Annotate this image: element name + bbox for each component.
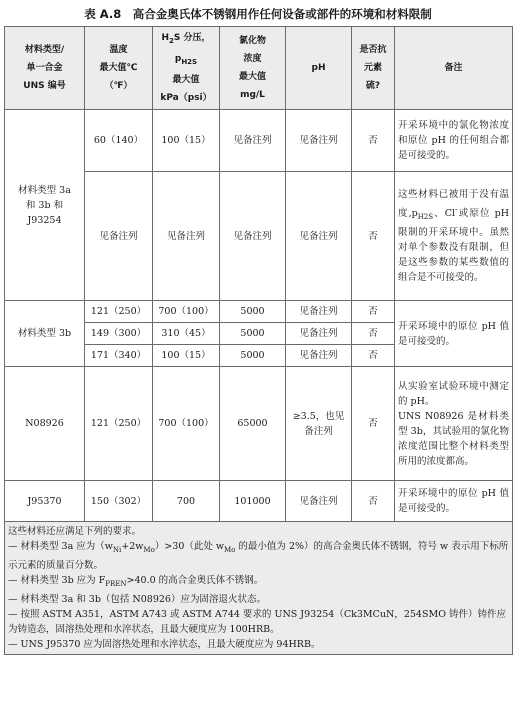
h2s-cell: 700 <box>153 481 220 522</box>
ph-cell: 见备注列 <box>286 110 352 172</box>
material-cell-3b: 材料类型 3b <box>5 301 85 367</box>
chloride-cell: 5000 <box>220 345 286 367</box>
temp-cell: 121（250） <box>85 301 153 323</box>
header-sulfur-resistance: 是否抗 元素 硫? <box>352 27 395 110</box>
h2s-cell: 100（15） <box>153 345 220 367</box>
sulfur-cell: 否 <box>352 367 395 481</box>
table-row <box>5 110 513 172</box>
chloride-cell: 见备注列 <box>220 172 286 301</box>
remark-cell: 开采环境中的原位 pH 值是可接受的。 <box>395 481 513 522</box>
sulfur-cell: 否 <box>352 172 395 301</box>
temp-cell: 149（300） <box>85 323 153 345</box>
remark-cell: 从实验室试验环境中测定的 pH。 UNS N08926 是材料类型 3b，其试验用的氯化物浓度范围比整个材料类型所用的浓度都高。 <box>395 367 513 481</box>
sulfur-cell: 否 <box>352 481 395 522</box>
ph-cell: 见备注列 <box>286 172 352 301</box>
ph-cell: 见备注列 <box>286 345 352 367</box>
material-cell-3a-3b-j93254: 材料类型 3a 和 3b 和 J93254 <box>5 110 85 301</box>
ph-cell: 见备注列 <box>286 301 352 323</box>
table-title: 表 A.8 高合金奥氏体不锈钢用作任何设备或部件的环境和材料限制 <box>84 7 432 21</box>
ph-cell: 见备注列 <box>286 323 352 345</box>
ph-cell: ≥3.5，也见备注列 <box>286 367 352 481</box>
footnote-item: — 材料类型 3a 应为$(w_{Ni}+2w_{Mo})>30$（此处 $w_{Mo}$ 的最小值为 2%）的高合金奥氏体不锈钢，符号 w 表示用下标所示元素的质量百分数。 <box>8 541 509 571</box>
ph-cell: 见备注列 <box>286 481 352 522</box>
material-cell-n08926: N08926 <box>5 367 85 481</box>
chloride-cell: 见备注列 <box>220 110 286 172</box>
temp-cell: 60（140） <box>85 110 153 172</box>
table-row <box>5 301 513 323</box>
chloride-cell: 5000 <box>220 323 286 345</box>
h2s-cell: 700（100） <box>153 367 220 481</box>
h2s-cell: 700（100） <box>153 301 220 323</box>
header-remarks: 备注 <box>395 27 513 110</box>
footnote-intro: 这些材料还应满足下列的要求。 <box>8 526 142 537</box>
remark-cell: 开采环境中的原位 pH 值是可接受的。 <box>395 301 513 367</box>
h2s-cell: 310（45） <box>153 323 220 345</box>
header-temperature: 温度 最大值℃ （℉） <box>85 27 153 110</box>
h2s-cell: 见备注列 <box>153 172 220 301</box>
footnote-item: — UNS J95370 应为固溶热处理和水淬状态，且最大硬度应为 94HRB。 <box>8 638 321 650</box>
chloride-cell: 101000 <box>220 481 286 522</box>
sulfur-cell: 否 <box>352 345 395 367</box>
header-chloride: 氯化物 浓度 最大值 mg/L <box>220 27 286 110</box>
sulfur-cell: 否 <box>352 110 395 172</box>
header-ph: pH <box>286 27 352 110</box>
footnotes-row <box>5 522 513 655</box>
temp-cell: 150（302） <box>85 481 153 522</box>
header-h2s-pressure: $H_2S$ 分压， $p_{H2S}$ 最大值 kPa（psi） <box>153 27 220 110</box>
footnotes-cell <box>5 522 513 655</box>
chloride-cell: 65000 <box>220 367 286 481</box>
h2s-cell: 100（15） <box>153 110 220 172</box>
sulfur-cell: 否 <box>352 323 395 345</box>
header-material: 材料类型/ 单一合金 UNS 编号 <box>5 27 85 110</box>
limits-table <box>4 26 513 655</box>
temp-cell: 171（340） <box>85 345 153 367</box>
temp-cell: 121（250） <box>85 367 153 481</box>
material-cell-j95370: J95370 <box>5 481 85 522</box>
temp-cell: 见备注列 <box>85 172 153 301</box>
header-row <box>5 27 513 110</box>
remark-cell: 这些材料已被用于没有温度$,p_{H2S}$、Cl-或原位 pH 限制的开采环境中。虽然对单个参数没有限制，但是这些参数的某些数值的组合是不可接受的。 <box>395 172 513 301</box>
remark-cell: 开采环境中的氯化物浓度和原位 pH 的任何组合都是可接受的。 <box>395 110 513 172</box>
footnote-item: — 按照 ASTM A351，ASTM A743 或 ASTM A744 要求的 UNS J93254（Ck3MCuN，254SMO 铸件）铸件应为铸造态，固溶热处理和水淬状态，且最大硬度应为 100HRB。 <box>8 608 507 635</box>
sulfur-cell: 否 <box>352 301 395 323</box>
table-row <box>5 367 513 481</box>
footnote-item: — 材料类型 3a 和 3b（包括 N08926）应为固溶退火状态。 <box>8 593 266 605</box>
table-row <box>5 481 513 522</box>
chloride-cell: 5000 <box>220 301 286 323</box>
footnote-item: — 材料类型 3b 应为 $F_{PREN}>40.0$ 的高合金奥氏体不锈钢。 <box>8 574 264 588</box>
